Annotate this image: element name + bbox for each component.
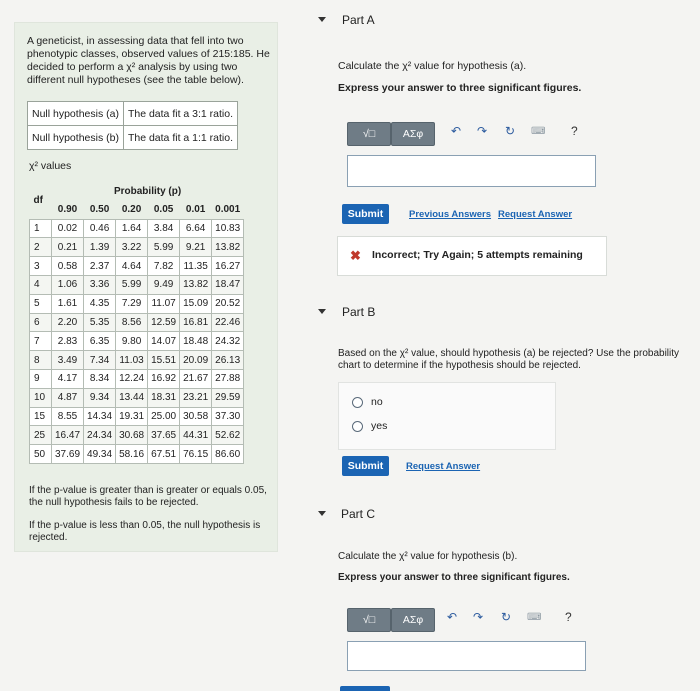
p-column-header: 0.50 [84,201,116,219]
part-a-answer-input[interactable] [347,155,596,187]
keyboard-icon[interactable]: ⌨ [527,612,542,623]
table-header-row [30,183,244,201]
df-cell: 5 [30,294,52,313]
templates-button[interactable]: √□ [347,122,391,146]
reset-icon[interactable]: ↻ [505,124,516,138]
chi-value-cell: 5.99 [148,238,180,257]
chi-value-cell: 20.09 [180,351,212,370]
chi-value-cell: 9.80 [116,332,148,351]
df-cell: 50 [30,445,52,464]
chi-value-cell: 30.68 [116,426,148,445]
incorrect-icon: ✖ [350,248,361,263]
chi-value-cell: 14.07 [148,332,180,351]
chi-value-cell: 2.83 [52,332,84,351]
chi-value-cell: 13.82 [180,275,212,294]
chi-value-cell: 8.55 [52,407,84,426]
chi-value-cell: 49.34 [84,445,116,464]
rule-reject: If the p-value is less than 0.05, the null hypothesis is rejected. [29,520,261,543]
feedback-message [337,236,607,276]
help-button[interactable]: ? [571,124,578,138]
chi-value-cell: 86.60 [212,445,244,464]
df-cell: 1 [30,219,52,238]
chi-value-cell: 18.47 [212,275,244,294]
chi-value-cell: 0.21 [52,238,84,257]
chi-value-cell: 25.00 [148,407,180,426]
chi-value-cell: 10.83 [212,219,244,238]
part-b-submit-button[interactable]: Submit [342,456,389,476]
chi-value-cell: 0.46 [84,219,116,238]
option-no-radio[interactable] [352,397,363,408]
table-row [28,102,238,126]
part-b-prompt: Based on the χ² value, should hypothesis (a) be rejected? Use the probability chart to determine if the hypothesis should be rejected. [338,348,680,371]
part-b-request-answer-link[interactable]: Request Answer [406,461,481,472]
feedback-text: Incorrect; Try Again; 5 attempts remaining [372,249,583,261]
chi-value-cell: 3.36 [84,275,116,294]
chi-value-cell: 9.34 [84,388,116,407]
df-cell: 4 [30,275,52,294]
chi-value-cell: 44.31 [180,426,212,445]
chi-value-cell: 8.34 [84,369,116,388]
chi-value-cell: 12.24 [116,369,148,388]
p-column-header: 0.20 [116,201,148,219]
table-row [30,369,244,388]
chi-value-cell: 22.46 [212,313,244,332]
p-column-header: 0.05 [148,201,180,219]
chi-value-cell: 1.61 [52,294,84,313]
hypothesis-text: The data fit a 1:1 ratio. [123,126,237,150]
chi-value-cell: 1.64 [116,219,148,238]
p-columns-row [30,201,244,219]
chi-value-cell: 24.34 [84,426,116,445]
hypothesis-text: The data fit a 3:1 ratio. [123,102,237,126]
chi-value-cell: 16.47 [52,426,84,445]
part-c-title: Part C [341,507,376,521]
problem-intro: A geneticist, in assessing data that fell into two phenotypic classes, observed values of 215:185. He decided to perform a χ² analysis by using two different null hypotheses (see the table below). [27,35,270,86]
undo-icon[interactable]: ↶ [451,124,462,138]
previous-answers-link[interactable]: Previous Answers [409,209,492,220]
part-b-options [338,382,556,450]
keyboard-icon[interactable]: ⌨ [531,126,546,137]
chi-value-cell: 8.56 [116,313,148,332]
hypothesis-name: Null hypothesis (b) [28,126,124,150]
part-a-request-answer-link[interactable]: Request Answer [498,209,573,220]
rule-fail-to-reject: If the p-value is greater than is greater or equals 0.05, the null hypothesis fails to be rejected. [29,485,267,508]
collapse-part-a-icon[interactable] [318,17,326,22]
help-button[interactable]: ? [565,610,572,624]
part-a-prompt: Calculate the χ² value for hypothesis (a). [338,60,527,72]
chi-value-cell: 16.92 [148,369,180,388]
table-row [28,126,238,150]
chi-value-cell: 19.31 [116,407,148,426]
chi-value-cell: 3.84 [148,219,180,238]
chi-value-cell: 5.99 [116,275,148,294]
undo-icon[interactable]: ↶ [447,610,458,624]
table-row [30,294,244,313]
part-a-toolbar [347,122,597,148]
table-row [30,426,244,445]
chi-value-cell: 4.17 [52,369,84,388]
part-c-prompt: Calculate the χ² value for hypothesis (b). [338,551,518,562]
chi-value-cell: 0.02 [52,219,84,238]
part-c-submit-button[interactable] [340,686,390,691]
templates-button[interactable]: √□ [347,608,391,632]
chi-value-cell: 37.65 [148,426,180,445]
df-cell: 25 [30,426,52,445]
chi-value-cell: 7.29 [116,294,148,313]
chi-value-cell: 18.31 [148,388,180,407]
part-a-title: Part A [342,13,375,27]
chi-value-cell: 29.59 [212,388,244,407]
df-cell: 2 [30,238,52,257]
chi-value-cell: 13.82 [212,238,244,257]
df-header: df [30,183,52,219]
chi-value-cell: 52.62 [212,426,244,445]
chi-value-cell: 0.58 [52,257,84,276]
chi-values-label: χ² values [29,160,72,172]
chi-value-cell: 16.27 [212,257,244,276]
table-row [30,388,244,407]
chi-value-cell: 18.48 [180,332,212,351]
chi-value-cell: 13.44 [116,388,148,407]
chi-value-cell: 15.09 [180,294,212,313]
table-row [30,275,244,294]
greek-symbols-button[interactable]: ΑΣφ [391,122,435,146]
chi-value-cell: 15.51 [148,351,180,370]
chi-value-cell: 20.52 [212,294,244,313]
table-row [30,257,244,276]
chi-value-cell: 58.16 [116,445,148,464]
chi-value-cell: 16.81 [180,313,212,332]
chi-value-cell: 26.13 [212,351,244,370]
chi-value-cell: 6.35 [84,332,116,351]
chi-value-cell: 12.59 [148,313,180,332]
chi-value-cell: 67.51 [148,445,180,464]
table-row [30,407,244,426]
part-a-submit-button[interactable]: Submit [342,204,389,224]
chi-value-cell: 11.03 [116,351,148,370]
chi-value-cell: 37.69 [52,445,84,464]
collapse-part-c-icon[interactable] [318,511,326,516]
df-cell: 8 [30,351,52,370]
table-row [30,238,244,257]
problem-panel [14,22,278,552]
chi-value-cell: 7.34 [84,351,116,370]
chi-value-cell: 21.67 [180,369,212,388]
chi-value-cell: 2.37 [84,257,116,276]
chi-value-cell: 24.32 [212,332,244,351]
table-row [30,219,244,238]
df-cell: 15 [30,407,52,426]
redo-icon[interactable]: ↷ [477,124,488,138]
df-cell: 7 [30,332,52,351]
chi-value-cell: 11.07 [148,294,180,313]
probability-table [29,183,244,464]
df-cell: 10 [30,388,52,407]
chi-value-cell: 3.49 [52,351,84,370]
chi-value-cell: 76.15 [180,445,212,464]
table-row [30,332,244,351]
chi-value-cell: 27.88 [212,369,244,388]
chi-value-cell: 2.20 [52,313,84,332]
chi-value-cell: 1.06 [52,275,84,294]
option-yes-radio[interactable] [352,421,363,432]
null-hypothesis-table [27,101,238,150]
collapse-part-b-icon[interactable] [318,309,326,314]
p-column-header: 0.01 [180,201,212,219]
chi-value-cell: 4.35 [84,294,116,313]
probability-header: Probability (p) [52,183,244,201]
part-b-title: Part B [342,305,376,319]
chi-value-cell: 9.21 [180,238,212,257]
chi-value-cell: 30.58 [180,407,212,426]
part-c-instruction: Express your answer to three significant figures. [338,572,570,583]
part-c-answer-input[interactable] [347,641,586,671]
df-cell: 3 [30,257,52,276]
chi-value-cell: 14.34 [84,407,116,426]
chi-value-cell: 6.64 [180,219,212,238]
chi-value-cell: 7.82 [148,257,180,276]
df-cell: 6 [30,313,52,332]
p-column-header: 0.001 [212,201,244,219]
p-column-header: 0.90 [52,201,84,219]
greek-symbols-button[interactable]: ΑΣφ [391,608,435,632]
table-row [30,313,244,332]
reset-icon[interactable]: ↻ [501,610,512,624]
df-cell: 9 [30,369,52,388]
part-a-instruction: Express your answer to three significant figures. [338,82,582,94]
chi-value-cell: 9.49 [148,275,180,294]
chi-value-cell: 23.21 [180,388,212,407]
chi-value-cell: 1.39 [84,238,116,257]
chi-value-cell: 3.22 [116,238,148,257]
hypothesis-name: Null hypothesis (a) [28,102,124,126]
option-no-label[interactable]: no [371,396,383,408]
redo-icon[interactable]: ↷ [473,610,484,624]
chi-value-cell: 11.35 [180,257,212,276]
chi-value-cell: 4.87 [52,388,84,407]
option-yes-label[interactable]: yes [371,420,388,432]
chi-value-cell: 5.35 [84,313,116,332]
table-row [30,351,244,370]
chi-value-cell: 37.30 [212,407,244,426]
part-c-toolbar [347,608,597,634]
chi-value-cell: 4.64 [116,257,148,276]
table-row [30,445,244,464]
